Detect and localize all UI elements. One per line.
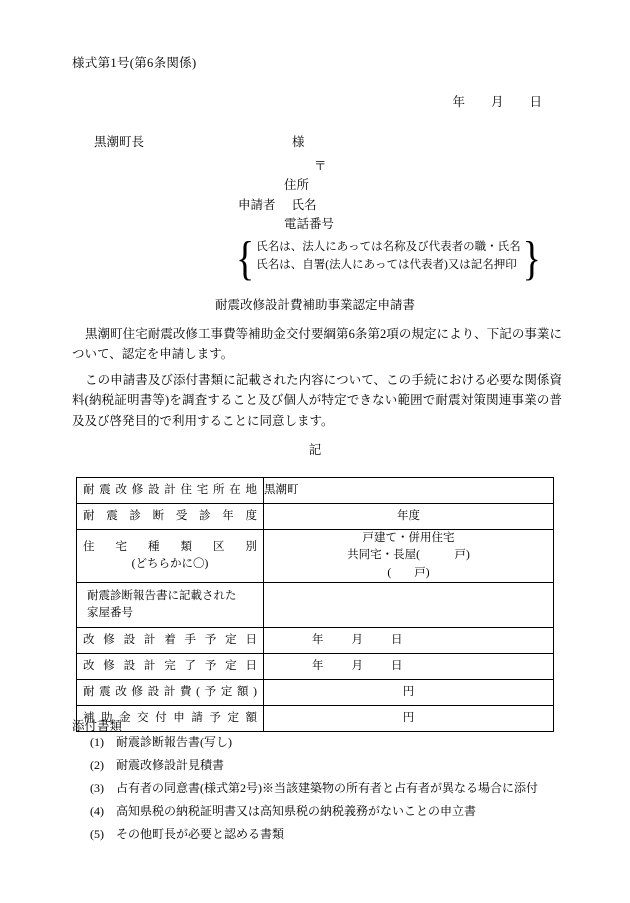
start-date-day: 日 — [391, 633, 403, 646]
row-value-house-number[interactable] — [264, 582, 554, 627]
list-item — [72, 736, 592, 748]
note-line-1: 氏名は、法人にあっては名称及び代表者の職・氏名 — [256, 241, 521, 253]
attachment-text: 占有者の同意書(様式第2号)※当該建築物の所有者と占有者が異なる場合に添付 — [116, 781, 538, 795]
table-row — [77, 478, 554, 504]
house-type-option-3[interactable]: ( 戸) — [387, 566, 430, 579]
complete-date-year: 年 — [312, 659, 324, 672]
table-row — [77, 627, 554, 653]
list-item — [72, 782, 592, 794]
complete-date-day: 日 — [391, 659, 403, 672]
name-label: 氏名 — [291, 197, 317, 212]
date-line — [0, 92, 630, 110]
addressee-name: 黒潮町長 — [94, 135, 145, 149]
ki-marker: 記 — [308, 443, 322, 457]
attachment-number: (2) — [90, 758, 104, 772]
applicant-name-row — [0, 196, 630, 215]
row-value-house-type[interactable] — [264, 530, 554, 583]
row-label-house-type: 住宅種類区別 (どちらかに〇) — [77, 530, 264, 583]
paragraph-2: この申請書及び添付書類に記載された内容について、この手続における必要な関係資料(納税証明書等)を調査すること及び個人が特定できない範囲で耐震対策関連事業の普及及び啓発目的で利用することに同意します。 — [72, 373, 562, 428]
table-row — [77, 530, 554, 583]
row-label-diagnosis-year: 耐震診断受診年度 — [77, 504, 264, 530]
list-item — [72, 759, 592, 771]
table-row — [77, 582, 554, 627]
list-item — [72, 805, 592, 817]
row-label-house-type-sub: (どちらかに〇) — [131, 557, 209, 570]
row-label-start-date: 改修設計着手予定日 — [77, 627, 264, 653]
row-label-design-cost: 耐震改修設計費(予定額) — [77, 679, 264, 705]
date-month: 月 — [490, 95, 504, 109]
row-value-diagnosis-year[interactable]: 年度 — [264, 504, 554, 530]
attachment-number: (3) — [90, 781, 104, 795]
row-label-location: 耐震改修設計住宅所在地 — [77, 478, 264, 504]
row-value-subsidy-amount[interactable]: 円 — [264, 705, 554, 731]
house-type-option-1[interactable]: 戸建て・併用住宅 — [362, 532, 455, 544]
note-line-2: 氏名は、自署(法人にあっては代表者)又は記名押印 — [256, 259, 517, 272]
row-value-design-cost[interactable]: 円 — [264, 679, 554, 705]
application-table — [76, 477, 554, 732]
page-title: 耐震改修設計費補助事業認定申請書 — [214, 298, 415, 312]
attachment-text: その他町長が必要と認める書類 — [116, 827, 285, 841]
house-type-option-2[interactable]: 共同宅・長屋( 戸) — [347, 549, 470, 562]
form-number: 様式第1号(第6条関係) — [72, 56, 197, 70]
table-row — [77, 679, 554, 705]
table-row — [77, 504, 554, 530]
start-date-month: 月 — [351, 633, 363, 646]
attachment-number: (1) — [90, 735, 104, 749]
attachment-number: (5) — [90, 827, 104, 841]
row-label-subsidy-amount: 補助金交付申請予定額 — [77, 705, 264, 731]
row-label-house-number: 耐震診断報告書に記載された 家屋番号 — [77, 582, 264, 627]
row-value-location[interactable]: 黒潮町 — [264, 478, 554, 504]
attachment-text: 耐震診断報告書(写し) — [116, 735, 232, 749]
addressee-honorific: 様 — [292, 135, 305, 149]
attachments-title: 添付書類 — [72, 719, 123, 733]
applicant-note-brace — [236, 232, 541, 286]
attachments-list — [72, 736, 592, 851]
brace-right-icon: } — [522, 232, 541, 286]
row-value-complete-date[interactable] — [264, 653, 554, 679]
row-value-start-date[interactable] — [264, 627, 554, 653]
tel-label: 電話番号 — [284, 217, 335, 232]
attachment-number: (4) — [90, 804, 104, 818]
table-row — [77, 705, 554, 731]
start-date-year: 年 — [312, 633, 324, 646]
addressee — [94, 132, 305, 150]
attachment-text: 高知県税の納税証明書又は高知県税の納税義務がないことの申立書 — [116, 804, 477, 818]
applicant-block — [0, 157, 630, 235]
address-label: 住所 — [284, 178, 310, 193]
complete-date-month: 月 — [351, 659, 363, 672]
table-row — [77, 653, 554, 679]
date-day: 日 — [529, 95, 542, 109]
zip-label: 〒 — [314, 159, 327, 173]
paragraph-1: 黒潮町住宅耐震改修工事費等補助金交付要綱第6条第2項の規定により、下記の事業について、認定を申請します。 — [72, 327, 562, 362]
list-item — [72, 828, 592, 840]
attachment-text: 耐震改修設計見積書 — [116, 758, 225, 772]
row-label-complete-date: 改修設計完了予定日 — [77, 653, 264, 679]
date-year: 年 — [452, 95, 465, 109]
brace-left-icon: { — [236, 232, 255, 286]
applicant-label: 申請者 — [238, 197, 276, 212]
